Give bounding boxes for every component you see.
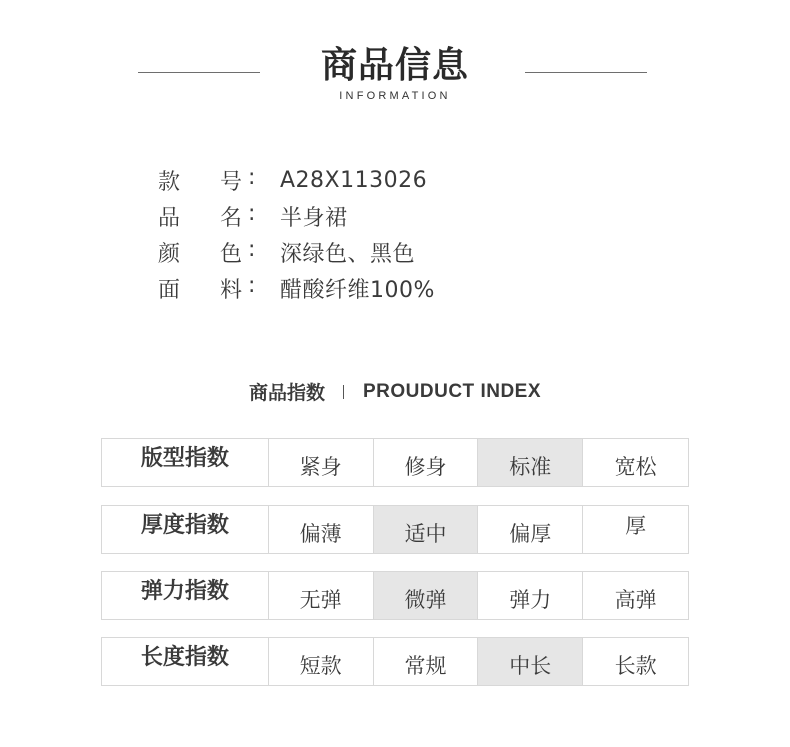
index-option: 修身 — [374, 439, 479, 486]
index-option: 紧身 — [269, 439, 374, 486]
index-row-fit — [101, 438, 689, 487]
index-option: 无弹 — [269, 572, 374, 619]
page-title: 商品信息 — [320, 45, 469, 86]
info-label-char1: 款 — [158, 170, 181, 195]
info-label — [158, 234, 280, 270]
header-separator — [343, 385, 344, 399]
info-label — [158, 270, 280, 306]
product-info-list — [158, 162, 435, 306]
product-index-title-en: PROUDUCT INDEX — [363, 380, 542, 402]
info-value-style-number: A28X113026 — [280, 167, 428, 193]
info-row-style-number — [158, 162, 435, 198]
info-label — [158, 162, 280, 198]
index-option: 短款 — [269, 638, 374, 685]
index-option: 偏薄 — [269, 506, 374, 553]
page-subtitle: INFORMATION — [339, 90, 451, 102]
index-label: 厚度指数 — [102, 506, 269, 553]
index-row-length — [101, 637, 689, 686]
product-index-header — [0, 378, 790, 405]
info-label-colon: : — [248, 201, 256, 226]
index-option-selected: 适中 — [374, 506, 479, 553]
index-option: 偏厚 — [478, 506, 583, 553]
index-label: 长度指数 — [102, 638, 269, 685]
info-label — [158, 198, 280, 234]
info-label-char2: 色 — [220, 242, 243, 267]
index-option-selected: 微弹 — [374, 572, 479, 619]
product-index-title-zh: 商品指数 — [248, 382, 325, 404]
info-label-colon: : — [248, 237, 256, 262]
index-row-elasticity — [101, 571, 689, 620]
index-option-selected: 中长 — [478, 638, 583, 685]
index-option: 厚 — [625, 514, 647, 538]
index-option: 长款 — [614, 653, 657, 678]
info-label-colon: : — [248, 273, 256, 298]
info-label-char2: 名 — [220, 206, 243, 231]
info-label-char2: 料 — [220, 278, 243, 303]
index-label: 版型指数 — [102, 439, 269, 486]
info-label-char2: 号 — [220, 170, 243, 195]
info-label-colon: : — [248, 165, 256, 190]
info-label-char1: 面 — [158, 278, 181, 303]
info-row-fabric — [158, 270, 435, 306]
info-row-color — [158, 234, 435, 270]
info-value-color: 深绿色、黑色 — [280, 241, 416, 267]
index-option: 宽松 — [614, 454, 657, 479]
index-label: 弹力指数 — [102, 572, 269, 619]
index-option: 高弹 — [614, 587, 657, 612]
info-label-char1: 品 — [158, 206, 181, 231]
index-option: 弹力 — [478, 572, 583, 619]
index-option-selected: 标准 — [478, 439, 583, 486]
index-option: 常规 — [374, 638, 479, 685]
index-row-thickness — [101, 505, 689, 554]
info-value-product-name: 半身裙 — [280, 205, 348, 231]
info-value-fabric: 醋酸纤维100% — [280, 277, 435, 303]
info-label-char1: 颜 — [158, 242, 181, 267]
info-row-product-name — [158, 198, 435, 234]
